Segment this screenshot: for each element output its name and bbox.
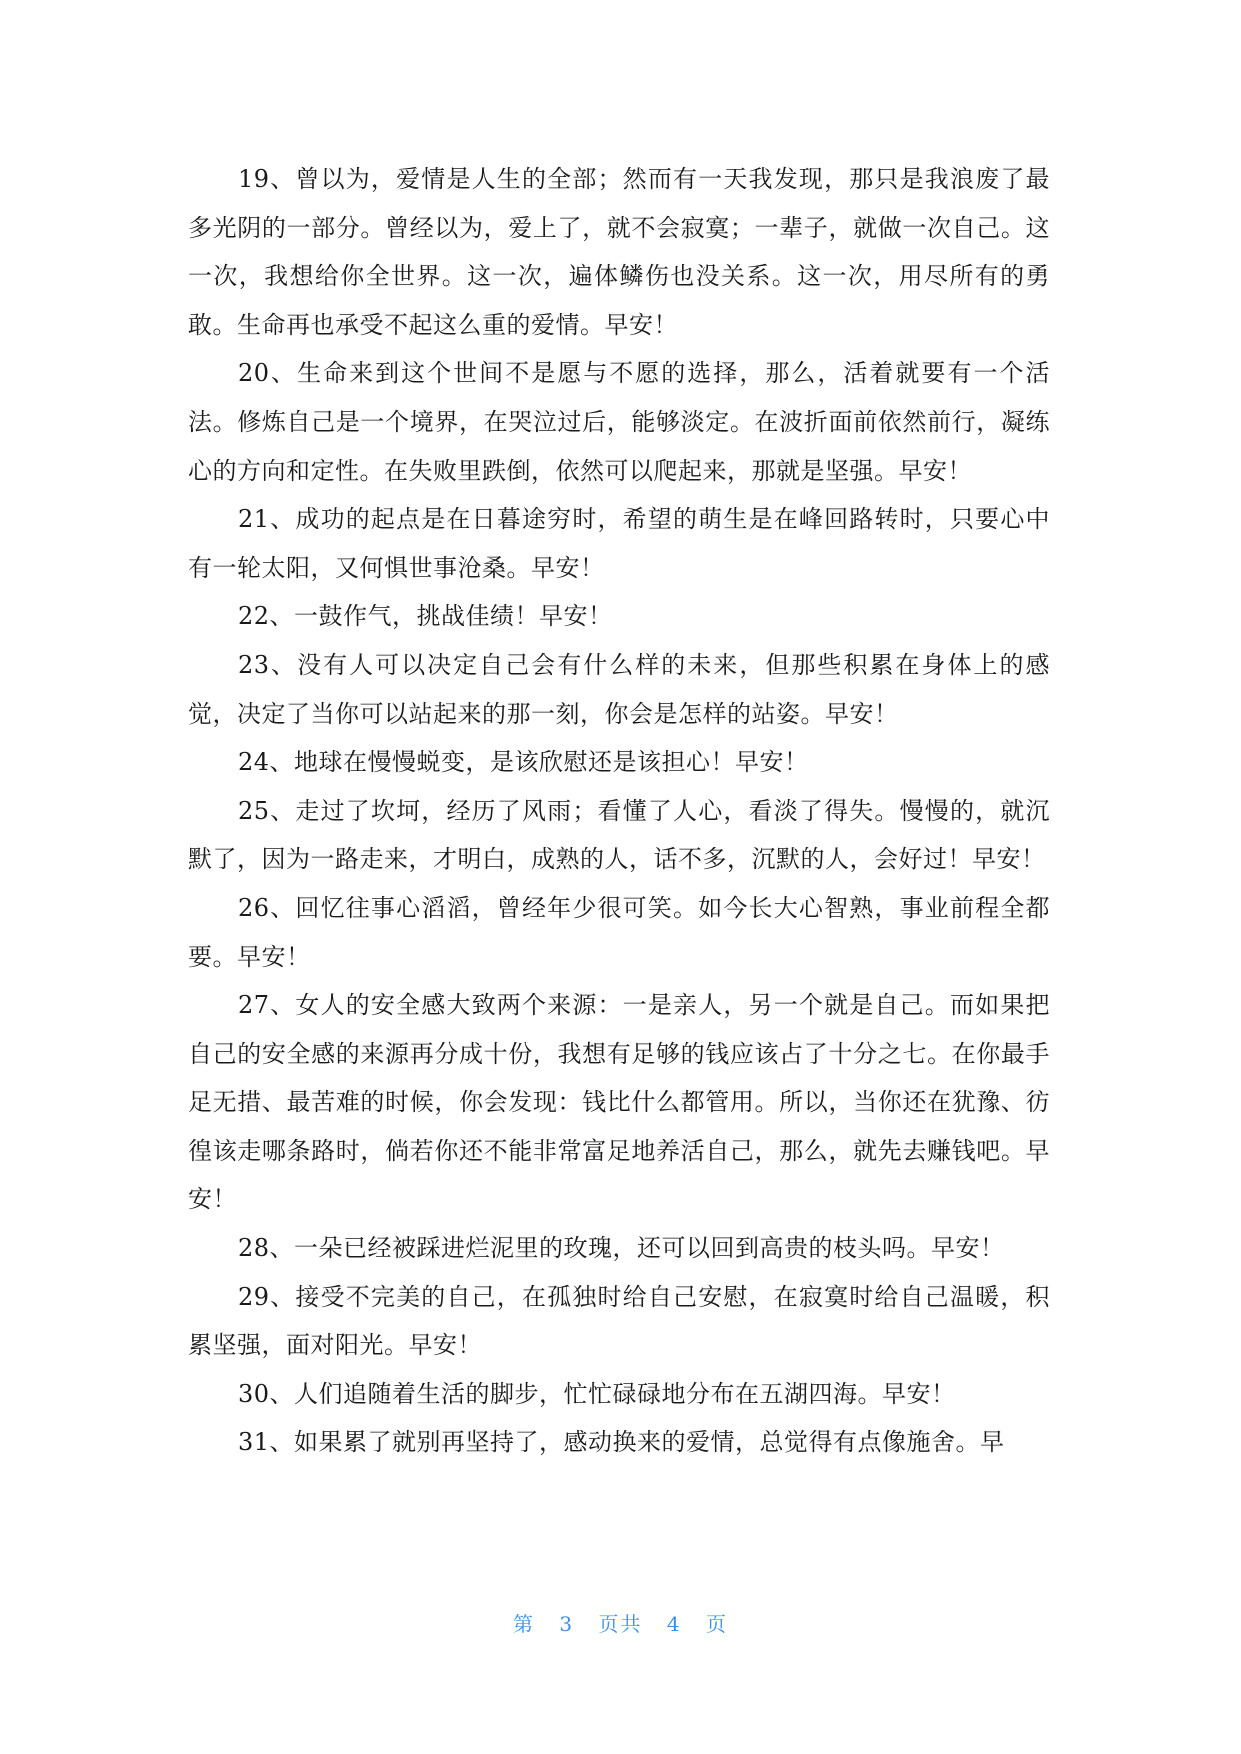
paragraph-28: 28、一朵已经被踩进烂泥里的玫瑰，还可以回到高贵的枝头吗。早安！ — [238, 1234, 1005, 1263]
footer-total-pages: 4 — [666, 1612, 682, 1636]
paragraph-21: 21、成功的起点是在日暮途穷时，希望的萌生是在峰回路转时，只要心中有一轮太阳，又何惧世事沧桑。早安！ — [188, 505, 1050, 582]
paragraph-19: 19、曾以为，爱情是人生的全部；然而有一天我发现，那只是我浪废了最多光阴的一部分。曾经以为，爱上了，就不会寂寞；一辈子，就做一次自己。这一次，我想给你全世界。这一次，遍体鳞伤也没关系。这一次，用尽所有的勇敢。生命再也承受不起这么重的爱情。早安！ — [188, 165, 1050, 339]
footer-label-suffix: 页 — [705, 1612, 728, 1636]
paragraph-24: 24、地球在慢慢蜕变，是该欣慰还是该担心！早安！ — [238, 748, 809, 777]
paragraph-22: 22、一鼓作气，挑战佳绩！早安！ — [238, 602, 613, 631]
page-footer — [0, 1608, 1241, 1637]
paragraph-30: 30、人们追随着生活的脚步，忙忙碌碌地分布在五湖四海。早安！ — [238, 1379, 956, 1408]
paragraph-20: 20、生命来到这个世间不是愿与不愿的选择，那么，活着就要有一个活法。修炼自己是一个境界，在哭泣过后，能够淡定。在波折面前依然前行，凝练心的方向和定性。在失败里跌倒，依然可以爬起来，那就是坚强。早安！ — [188, 359, 1050, 485]
footer-label-prefix: 第 — [513, 1612, 536, 1636]
footer-current-page: 3 — [559, 1612, 575, 1636]
paragraph-25: 25、走过了坎坷，经历了风雨；看懂了人心，看淡了得失。慢慢的，就沉默了，因为一路走来，才明白，成熟的人，话不多，沉默的人，会好过！早安！ — [188, 796, 1050, 874]
paragraph-31: 31、如果累了就别再坚持了，感动换来的爱情，总觉得有点像施舍。早 — [238, 1428, 1005, 1457]
document-body — [188, 155, 1050, 1467]
paragraph-29: 29、接受不完美的自己，在孤独时给自己安慰，在寂寞时给自己温暖，积累坚强，面对阳光。早安！ — [188, 1282, 1050, 1360]
paragraph-27: 27、女人的安全感大致两个来源：一是亲人，另一个就是自己。而如果把自己的安全感的来源再分成十份，我想有足够的钱应该占了十分之七。在你最手足无措、最苦难的时候，你会发现：钱比什么都管用。所以，当你还在犹豫、彷徨该走哪条路时，倘若你还不能非常富足地养活自己，那么，就先去赚钱吧。早安！ — [188, 991, 1050, 1214]
footer-label-mid: 页共 — [598, 1612, 643, 1636]
paragraph-23: 23、没有人可以决定自己会有什么样的未来，但那些积累在身体上的感觉，决定了当你可以站起来的那一刻，你会是怎样的站姿。早安！ — [188, 650, 1050, 728]
paragraph-26: 26、回忆往事心滔滔，曾经年少很可笑。如今长大心智熟，事业前程全都要。早安！ — [188, 893, 1050, 971]
